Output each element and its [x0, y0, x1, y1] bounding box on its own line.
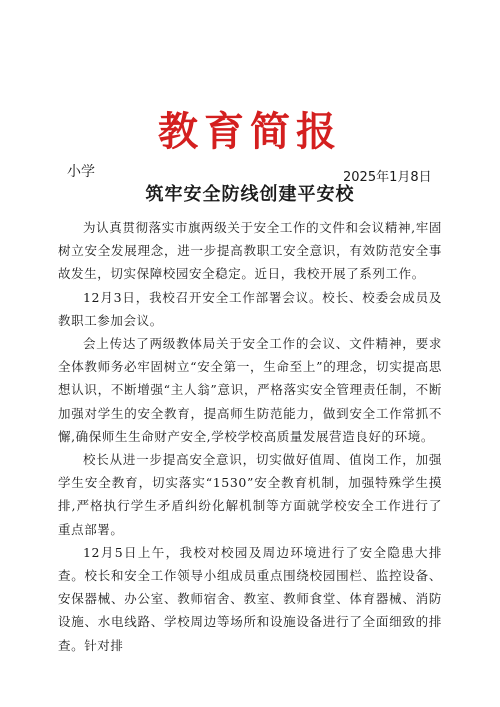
paragraph-intro: 为认真贯彻落实市旗两级关于安全工作的文件和会议精神,牢固树立安全发展理念，进一步提高教职工安全意识，有效防范安全事故发生，切实保障校园安全稳定。近日，我校开展了系列工作。 [58, 220, 442, 282]
paragraph-inspection: 12月5日上午，我校对校园及周边环境进行了安全隐患大排查。校长和安全工作领导小组成员重点围绕校园围栏、监控设备、安保器械、办公室、教师宿舍、教室、教师食堂、体育器械、消防设施、水电线路、学校周边等场所和设施设备进行了全面细致的排查。针对排 [58, 544, 442, 653]
issue-date: 2025年1月8日 [343, 170, 432, 185]
school-name: 小学 [67, 164, 95, 180]
paragraph-principal-deployment: 校长从进一步提高安全意识，切实做好值周、值岗工作，加强学生安全教育，切实落实“1530”安全教育机制，加强特殊学生摸排,严格执行学生矛盾纠纷化解机制等方面就学校安全工作进行了重点部署。 [58, 452, 442, 537]
article-headline: 筑牢安全防线创建平安校 [145, 184, 355, 205]
masthead-title: 教育简报 [158, 108, 342, 155]
paragraph-meeting: 12月3日，我校召开安全工作部署会议。校长、校委会成员及教职工参加会议。 [58, 289, 442, 328]
paragraph-meeting-content: 会上传达了两级教体局关于安全工作的会议、文件精神，要求全体教师务必牢固树立“安全第一，生命至上”的理念，切实提高思想认识，不断增强“主人翁”意识，严格落实安全管理责任制，不断加强对学生的安全教育，提高师生防范能力，做到安全工作常抓不懈,确保师生生命财产安全,学校学校高质量发展营造良好的环境。 [58, 336, 442, 444]
article-body [58, 216, 442, 657]
